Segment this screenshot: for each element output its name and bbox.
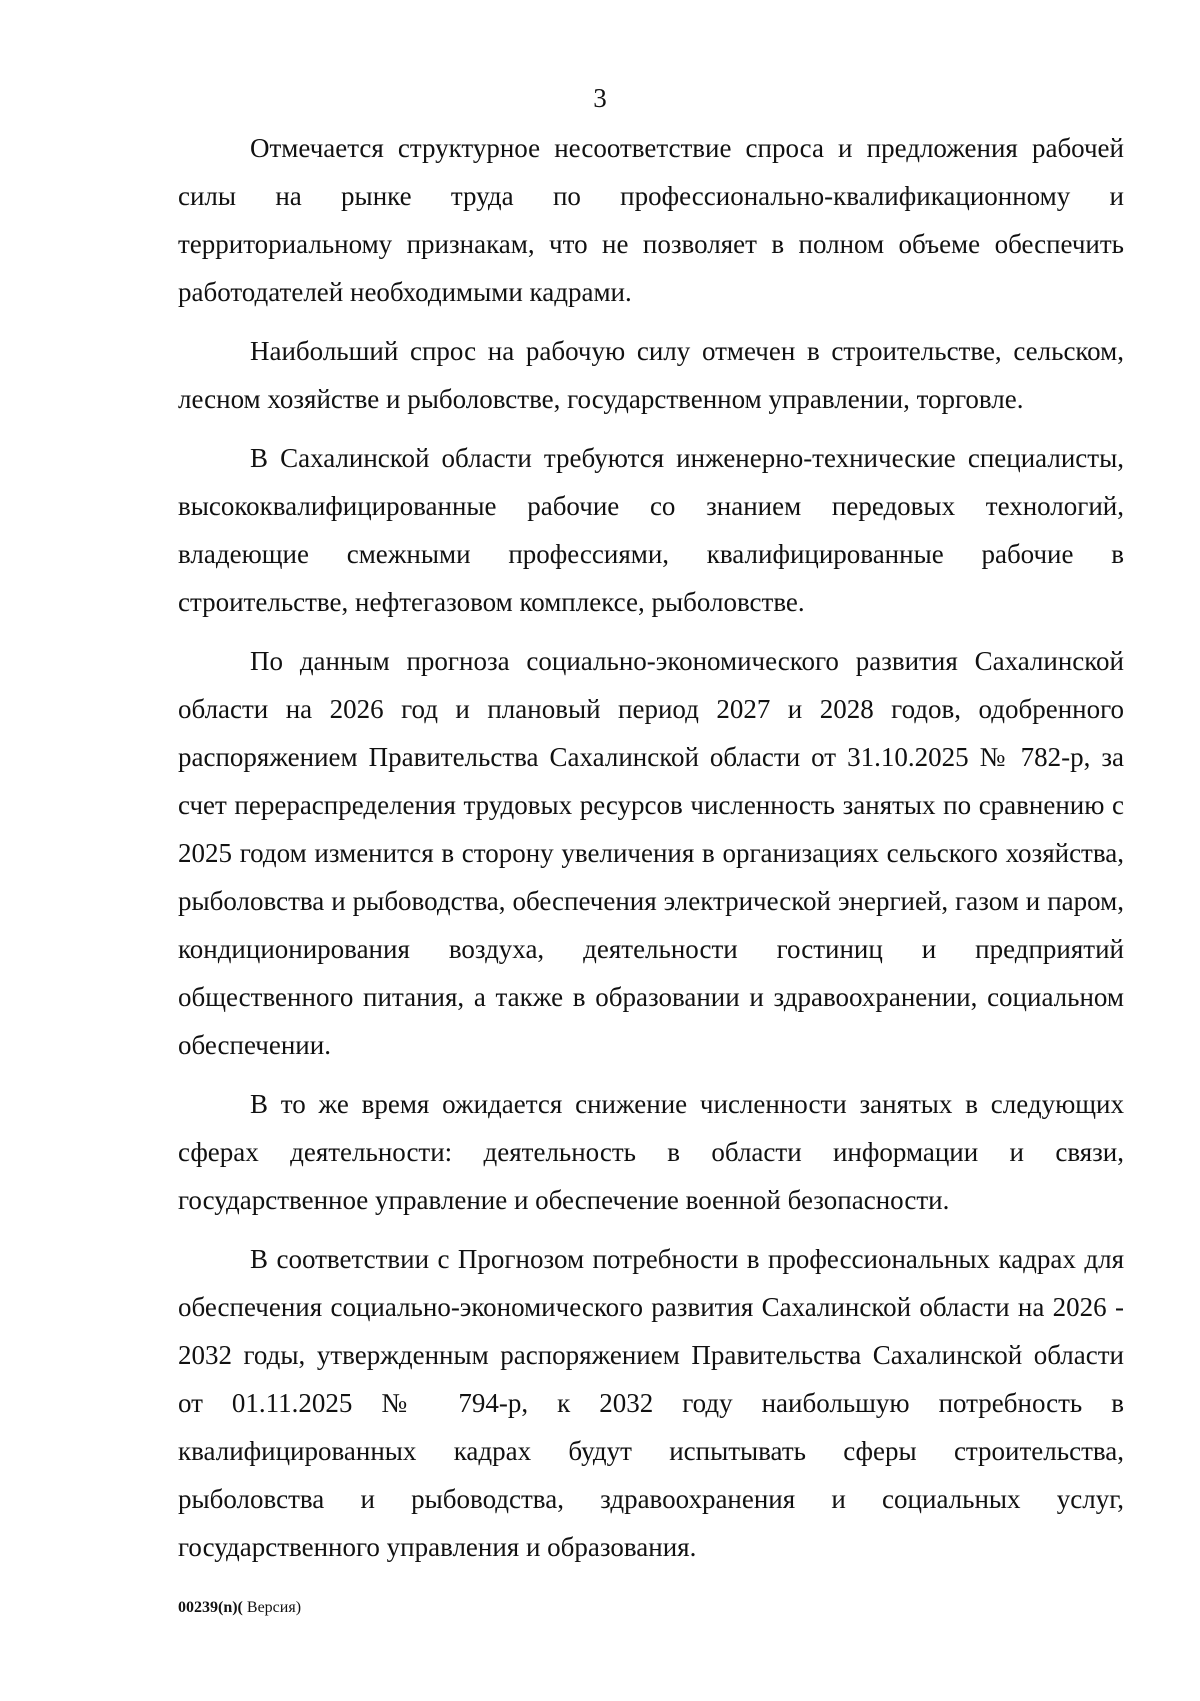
page-number: 3 xyxy=(593,83,607,113)
paragraph-forecast-2026: По данным прогноза социально-экономического развития Сахалинской области на 2026 год и плановый период 2027 и 2028 годов, одобренного распоряжением Правительства Сахалинской области от 31.10.2025 № 782-р, за счет перераспределения трудовых ресурсов численность занятых по сравнению с 2025 годом изменится в сторону увеличения в организациях сельского хозяйства, рыболовства и рыбоводства, обеспечения электрической энергией, газом и паром, кондиционирования воздуха, деятельности гостиниц и предприятий общественного питания, а также в образовании и здравоохранении, социальном обеспечении. xyxy=(178,646,1124,1060)
paragraph-required-specialists: В Сахалинской области требуются инженерно-технические специалисты, высококвалифицированные рабочие со знанием передовых технологий, владеющие смежными профессиями, квалифицированные рабочие в строительстве, нефтегазовом комплексе, рыболовстве. xyxy=(178,443,1124,617)
document-footer xyxy=(178,1597,301,1619)
footer-code: 00239(n)( xyxy=(178,1599,243,1616)
document-body xyxy=(178,124,1124,1582)
paragraph-staff-needs-2032: В соответствии с Прогнозом потребности в профессиональных кадрах для обеспечения социально-экономического развития Сахалинской области на 2026 - 2032 годы, утвержденным распоряжением Правительства Сахалинской области от 01.11.2025 № 794-р, к 2032 году наибольшую потребность в квалифицированных кадрах будут испытывать сферы строительства, рыболовства и рыбоводства, здравоохранения и социальных услуг, государственного управления и образования. xyxy=(178,1244,1124,1562)
paragraph-labor-mismatch: Отмечается структурное несоответствие спроса и предложения рабочей силы на рынке труда по профессионально-квалификационному и территориальному признакам, что не позволяет в полном объеме обеспечить работодателей необходимыми кадрами. xyxy=(178,133,1124,307)
paragraph-employment-decrease: В то же время ожидается снижение численности занятых в следующих сферах деятельности: деятельность в области информации и связи, государственное управление и обеспечение военной безопасности. xyxy=(178,1089,1124,1215)
footer-version: Версия) xyxy=(242,1599,302,1616)
paragraph-highest-demand: Наибольший спрос на рабочую силу отмечен в строительстве, сельском, лесном хозяйстве и рыболовстве, государственном управлении, торговле. xyxy=(178,336,1124,414)
